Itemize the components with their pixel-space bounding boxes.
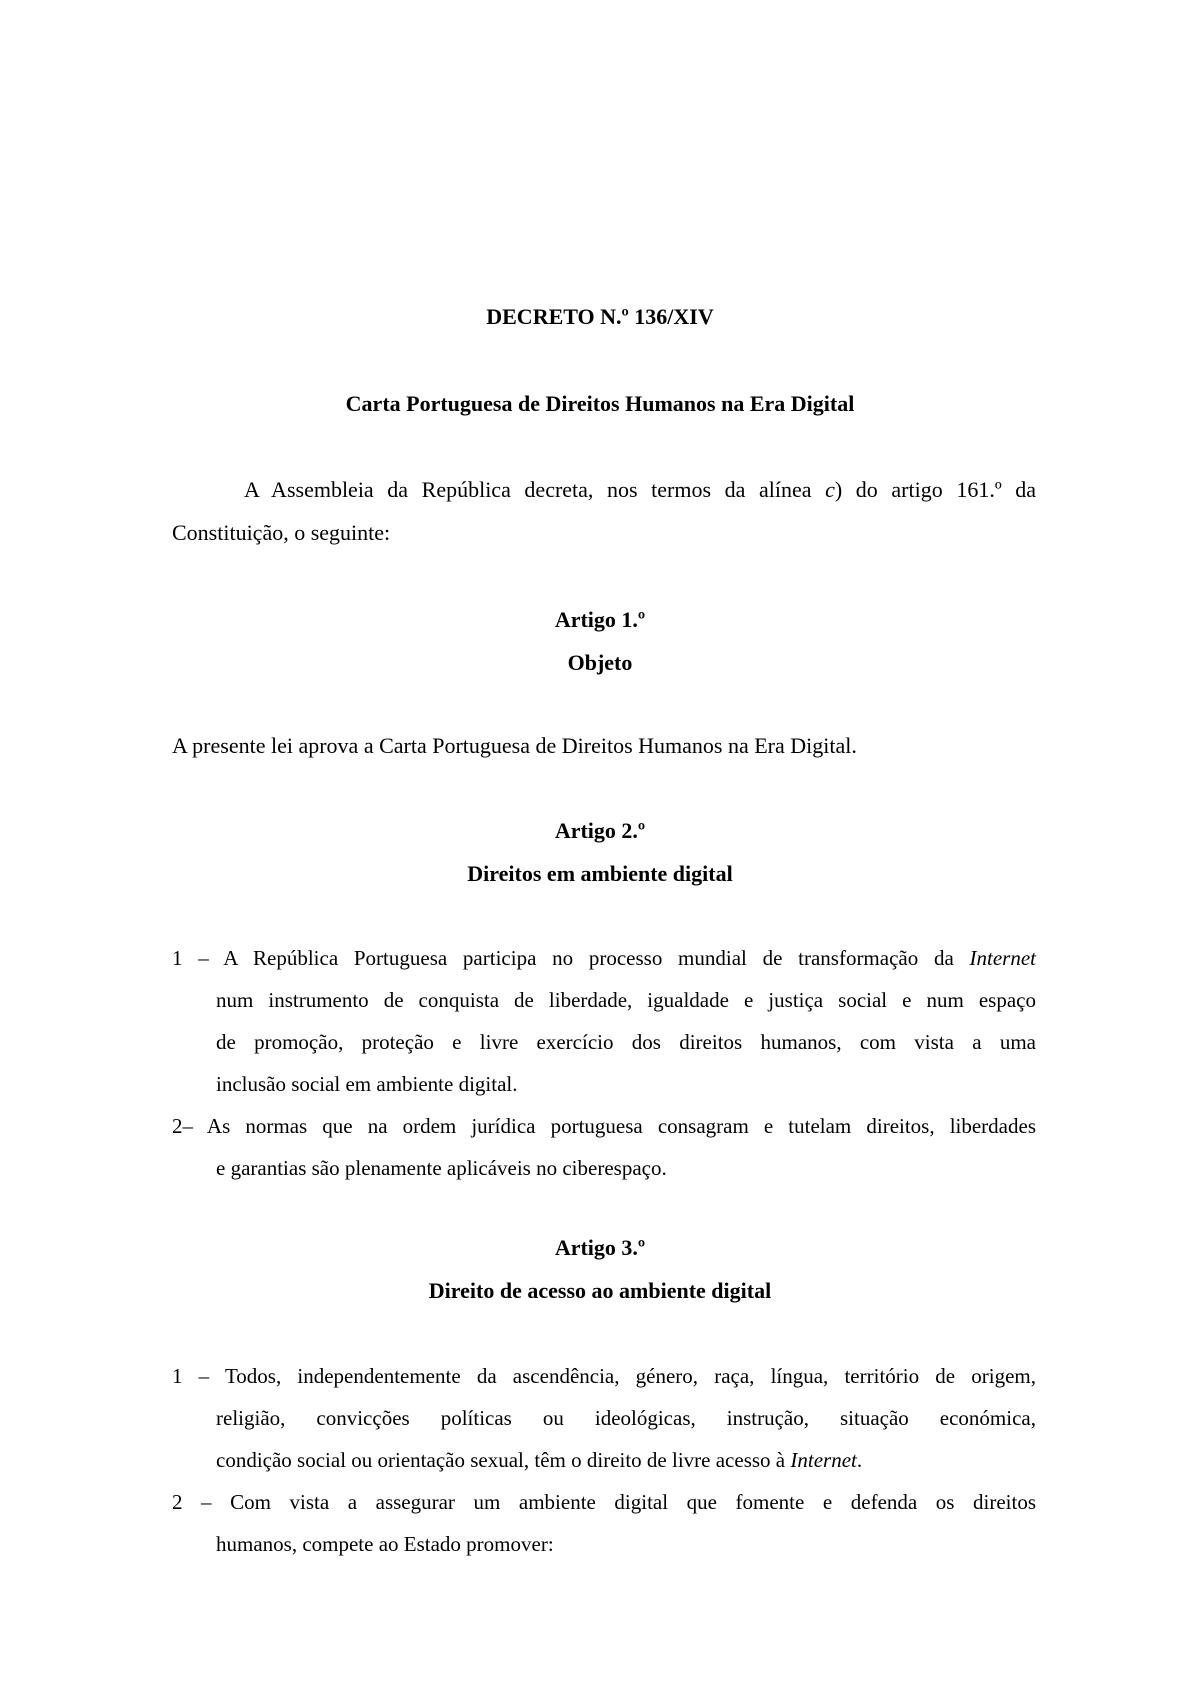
article-1-number: Artigo 1.º	[554, 607, 646, 632]
article-2-item-1-line-2: num instrumento de conquista de liberdade, igualdade e justiça social e num espaço	[216, 988, 1036, 1012]
article-2-item-1-line-4: inclusão social em ambiente digital.	[216, 1072, 518, 1096]
article-3-item-1-line-2: religião, convicções políticas ou ideológicas, instrução, situação económica,	[216, 1406, 1036, 1430]
article-3-item-1-line-1: 1 – Todos, independentemente da ascendência, género, raça, língua, território de origem,	[172, 1364, 1036, 1388]
document-title: Carta Portuguesa de Direitos Humanos na Era Digital	[345, 391, 855, 416]
article-3-item-1-line-3: condição social ou orientação sexual, têm o direito de livre acesso à Internet.	[216, 1448, 863, 1472]
article-3-item-2-line-2: humanos, compete ao Estado promover:	[216, 1532, 554, 1556]
article-2-item-1-line-3: de promoção, proteção e livre exercício dos direitos humanos, com vista a uma	[216, 1030, 1036, 1054]
article-1-heading: Objeto	[567, 650, 633, 675]
decree-number: DECRETO N.º 136/XIV	[486, 304, 714, 329]
article-2-item-1-line-1: 1 – A República Portuguesa participa no processo mundial de transformação da Internet	[172, 946, 1036, 970]
article-3-number: Artigo 3.º	[554, 1235, 646, 1260]
article-2-number: Artigo 2.º	[554, 818, 646, 843]
article-1-body: A presente lei aprova a Carta Portuguesa de Direitos Humanos na Era Digital.	[172, 733, 857, 758]
article-2-heading: Direitos em ambiente digital	[467, 861, 733, 886]
article-2-item-2-line-1: 2– As normas que na ordem jurídica portuguesa consagram e tutelam direitos, liberdades	[172, 1114, 1036, 1138]
article-3-item-2-line-1: 2 – Com vista a assegurar um ambiente digital que fomente e defenda os direitos	[172, 1490, 1036, 1514]
article-2-item-2-line-2: e garantias são plenamente aplicáveis no ciberespaço.	[216, 1156, 667, 1180]
preamble-line-2: Constituição, o seguinte:	[172, 520, 391, 545]
article-3-heading: Direito de acesso ao ambiente digital	[428, 1278, 772, 1303]
preamble-line-1: A Assembleia da República decreta, nos termos da alínea c) do artigo 161.º da	[244, 477, 1036, 502]
